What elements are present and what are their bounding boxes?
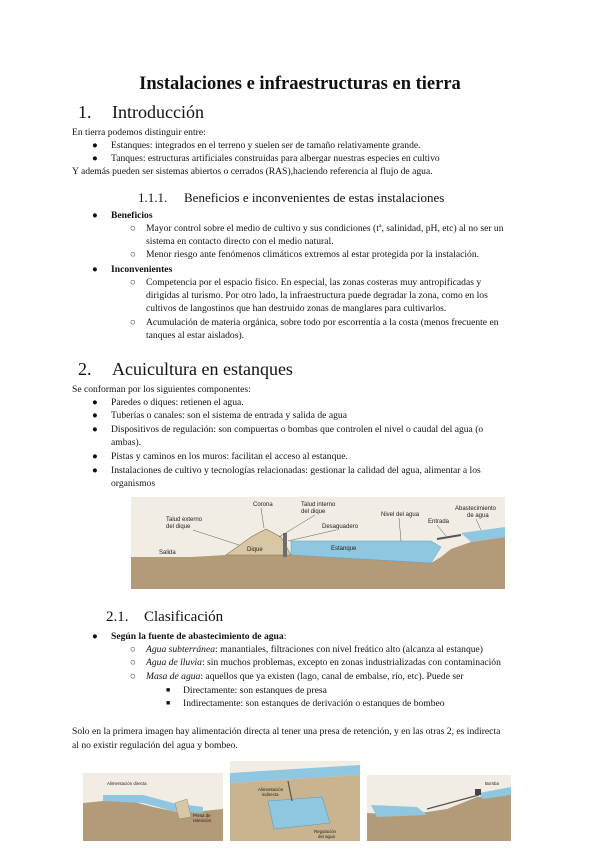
- square-bullet: ■: [166, 686, 171, 694]
- label-talud-externo-2: del dique: [166, 524, 191, 530]
- thumb-label: Alimentación directa: [107, 781, 147, 786]
- list-item: Tuberías o canales: son el sistema de entrada y salida de agua: [111, 410, 347, 421]
- classification-label-line: [111, 630, 286, 643]
- label-desaguadero: Desaguadero: [322, 524, 359, 530]
- thumbnail-pumping: [367, 775, 511, 841]
- label-abastecimiento: Abastecimiento: [455, 506, 497, 512]
- subsection-heading: [138, 190, 444, 206]
- list-item: Directamente: son estanques de presa: [183, 685, 327, 696]
- thumb-pond: [268, 797, 330, 829]
- bullet-dot: ●: [92, 210, 98, 221]
- list-item: Menor riesgo ante fenómenos climáticos extremos al estar protegida por la instalación.: [146, 249, 480, 260]
- list-item-continuation: cultivos de langostinos que han destruido zonas de manglares para cultivarlos.: [146, 303, 447, 314]
- bullet-dot: ●: [92, 465, 98, 476]
- label-dique: Dique: [247, 547, 263, 553]
- pond-cross-section-diagram: [131, 497, 505, 589]
- thumb-label: Regulación: [314, 829, 336, 834]
- outlet-pipe: [283, 533, 287, 557]
- colon: :: [283, 631, 287, 642]
- thumb-label: Alimentación: [258, 787, 284, 792]
- label-entrada: Entrada: [428, 519, 450, 525]
- thumb-label: Bomba: [485, 781, 499, 786]
- list-item: [146, 656, 501, 669]
- list-item-continuation: tanques al estar aislados).: [146, 330, 245, 341]
- classification-label: Según la fuente de abastecimiento de agua: [111, 631, 284, 642]
- term-description: : aquellos que ya existen (lago, canal de embalse, río, etc). Puede ser: [200, 671, 464, 682]
- list-item: Tanques: estructuras artificiales construidas para albergar nuestras especies en cultivo: [111, 153, 440, 164]
- label-salida: Salida: [159, 550, 176, 556]
- subsection-title: Beneficios e inconvenientes de estas instalaciones: [184, 190, 445, 205]
- list-item: Acumulación de materia orgánica, sobre todo por escorrentía a la costa (menos frecuente en: [146, 317, 499, 328]
- subsection-number: 1.1.1.: [138, 190, 168, 205]
- sub-bullet: ○: [130, 223, 136, 234]
- drawbacks-label: Inconvenientes: [111, 264, 173, 275]
- subsection-number: 2.1.: [106, 609, 129, 625]
- section-number: 2.: [78, 359, 92, 379]
- term-description: : manantiales, filtraciones con nivel freático alto (alcanza al estanque): [215, 644, 483, 655]
- term: Masa de agua: [146, 671, 201, 682]
- paragraph: Y además pueden ser sistemas abiertos o cerrados (RAS),haciendo referencia al flujo de agua.: [72, 166, 433, 177]
- label-estanque: Estanque: [331, 546, 357, 552]
- term: Agua subterránea: [146, 644, 216, 655]
- label-corona: Corona: [253, 502, 273, 508]
- sub-bullet: ○: [130, 277, 136, 288]
- list-item: [146, 643, 483, 656]
- thumb-label: del agua: [318, 834, 335, 839]
- thumbnail-direct-supply: [83, 773, 223, 841]
- subsection-heading: [106, 609, 223, 626]
- section-number: 1.: [78, 102, 92, 122]
- list-item: Paredes o diques: retienen el agua.: [111, 397, 244, 408]
- list-item: [146, 670, 464, 683]
- square-bullet: ■: [166, 699, 171, 707]
- paragraph: Solo en la primera imagen hay alimentación directa al tener una presa de retención, y en las otras 2, es indirecta: [72, 726, 501, 737]
- sub-bullet: ○: [130, 317, 136, 328]
- section-1-heading: [78, 102, 204, 123]
- label-talud-externo: Talud externo: [166, 517, 203, 523]
- list-item-continuation: sistema en contacto directo con el medio natural.: [146, 236, 334, 247]
- list-item-continuation: ambas).: [111, 437, 142, 448]
- thumb-label: Presa de: [193, 813, 211, 818]
- thumb-pump: [475, 789, 481, 795]
- intro-text: En tierra podemos distinguir entre:: [72, 127, 206, 138]
- sub-bullet: ○: [130, 249, 136, 260]
- bullet-dot: ●: [92, 424, 98, 435]
- list-item: Instalaciones de cultivo y tecnologías relacionadas: gestionar la calidad del agua, alimentar a los: [111, 465, 481, 476]
- section-2-heading: [78, 359, 293, 380]
- term: Agua de lluvia: [146, 657, 202, 668]
- list-item-continuation: organismos: [111, 478, 156, 489]
- sub-bullet: ○: [130, 644, 136, 655]
- list-item: Mayor control sobre el medio de cultivo y sus condiciones (tª, salinidad, pH, etc) al no ser un: [146, 223, 504, 234]
- label-talud-interno: Talud interno: [301, 502, 336, 508]
- list-item: Pistas y caminos en los muros: facilitan el acceso al estanque.: [111, 451, 348, 462]
- bullet-dot: ●: [92, 631, 98, 642]
- subsection-title: Clasificación: [144, 609, 224, 625]
- term-description: : sin muchos problemas, excepto en zonas industrializadas con contaminación: [201, 657, 501, 668]
- list-item: Estanques: integrados en el terreno y suelen ser de tamaño relativamente grande.: [111, 140, 421, 151]
- list-item: Dispositivos de regulación: son compuertas o bombas que controlen el nivel o caudal del agua (o: [111, 424, 484, 435]
- sub-bullet: ○: [130, 671, 136, 682]
- label-nivel: Nivel del agua: [381, 512, 420, 518]
- thumb-label: retención: [193, 818, 212, 823]
- list-item: Competencia por el espacio físico. En especial, las zonas costeras muy antropificadas y: [146, 277, 482, 288]
- bullet-dot: ●: [92, 410, 98, 421]
- section-title: Introducción: [112, 102, 204, 122]
- bullet-dot: ●: [92, 397, 98, 408]
- list-item: Indirectamente: son estanques de derivación o estanques de bombeo: [183, 698, 445, 709]
- sub-bullet: ○: [130, 657, 136, 668]
- bullet-dot: ●: [92, 264, 98, 275]
- page-title: Instalaciones e infraestructuras en tierra: [139, 74, 461, 94]
- thumbnail-indirect-supply: [230, 761, 360, 841]
- bullet-dot: ●: [92, 153, 98, 164]
- intro-text: Se conforman por los siguientes componentes:: [72, 384, 251, 395]
- label-talud-interno-2: del dique: [301, 509, 326, 515]
- benefits-label: Beneficios: [111, 210, 153, 221]
- bullet-dot: ●: [92, 140, 98, 151]
- label-abastecimiento-2: de agua: [467, 513, 489, 519]
- thumb-label: indirecta: [262, 792, 279, 797]
- list-item-continuation: dirigidas al turismo. Por otro lado, la infraestructura puede degradar la zona, como en los: [146, 290, 488, 301]
- bullet-dot: ●: [92, 451, 98, 462]
- paragraph-continuation: al no existir regulación del agua y bombeo.: [72, 740, 238, 751]
- section-title: Acuicultura en estanques: [112, 359, 293, 379]
